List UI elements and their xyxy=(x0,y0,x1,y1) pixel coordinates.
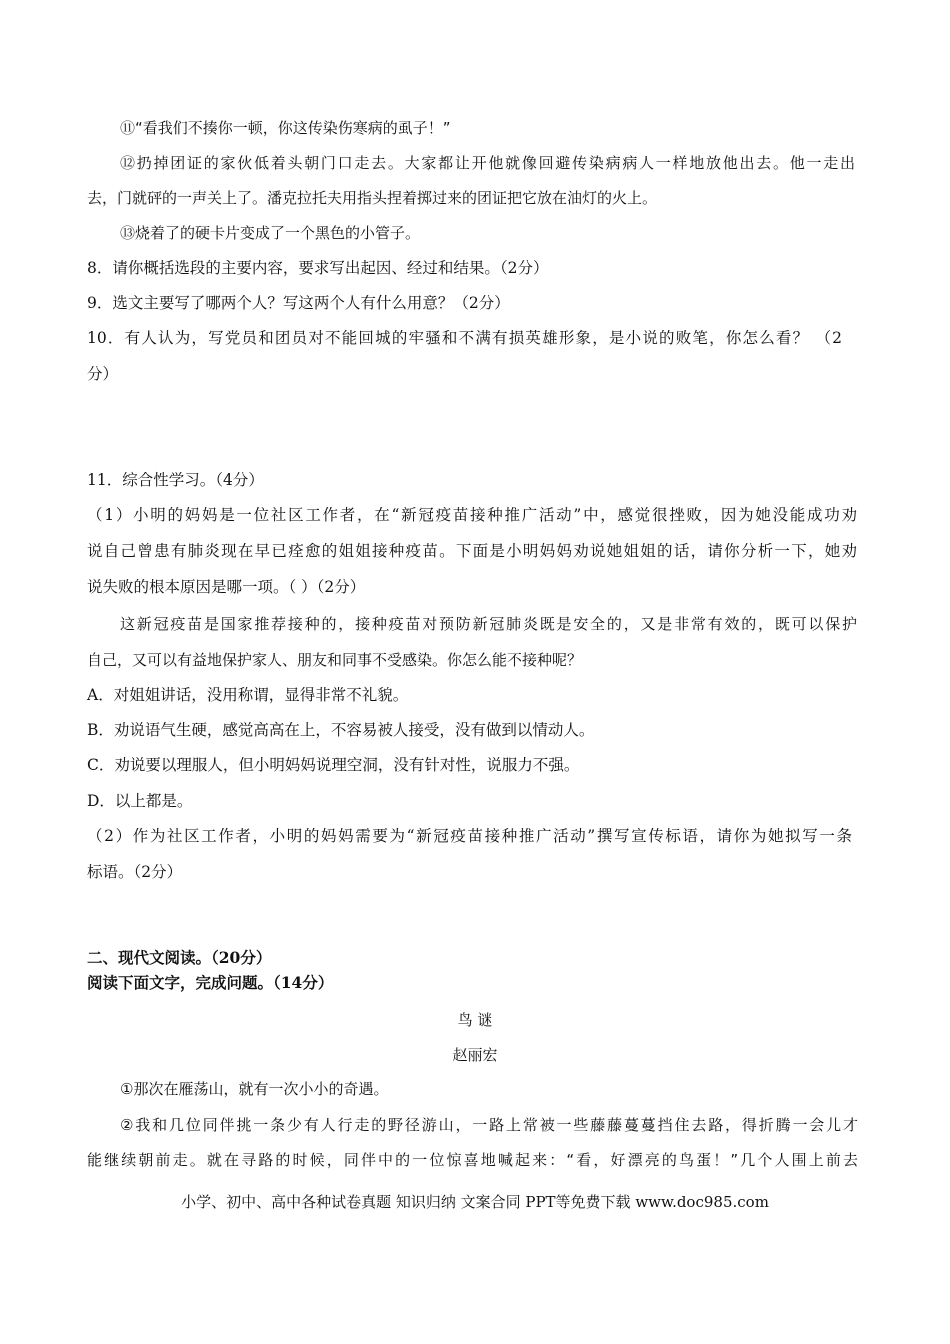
question-11-part-2-line-1: （2）作为社区工作者，小明的妈妈需要为“新冠疫苗接种推广活动”撰写宣传标语，请你为她拟写一条 xyxy=(87,827,852,845)
article-author: 赵丽宏 xyxy=(452,1046,498,1064)
paragraph-13: ⑬烧着了的硬卡片变成了一个黑色的小管子。 xyxy=(120,224,421,242)
question-8: 8．请你概括选段的主要内容，要求写出起因、经过和结果。（2分） xyxy=(87,259,549,277)
question-11-title: 11．综合性学习。（4分） xyxy=(87,471,264,489)
paragraph-12-line-2: 去，门就砰的一声关上了。潘克拉托夫用指头捏着掷过来的团证把它放在油灯的火上。 xyxy=(87,189,658,207)
question-11-part-1-line-1: （1）小明的妈妈是一位社区工作者，在“新冠疫苗接种推广活动”中，感觉很挫败，因为她没能成功劝 xyxy=(87,506,857,524)
option-a: A．对姐姐讲话，没用称谓，显得非常不礼貌。 xyxy=(87,686,409,704)
paragraph-12-line-1: ⑫扔掉团证的家伙低着头朝门口走去。大家都让开他就像回避传染病病人一样地放他出去。他一走出 xyxy=(120,154,855,172)
option-d: D．以上都是。 xyxy=(87,792,193,810)
section-2-subheading: 阅读下面文字，完成问题。（14分） xyxy=(87,973,334,992)
section-2-heading: 二、现代文阅读。（20分） xyxy=(87,948,272,967)
question-10-line-1: 10．有人认为，写党员和团员对不能回城的牢骚和不满有损英雄形象，是小说的败笔，你怎么看？ （2 xyxy=(87,329,842,347)
page-footer: 小学、初中、高中各种试卷真题 知识归纳 文案合同 PPT等免费下载 www.doc985.com xyxy=(181,1193,769,1211)
quote-line-2: 自己，又可以有益地保护家人、朋友和同事不受感染。你怎么能不接种呢？ xyxy=(87,651,583,669)
quote-line-1: 这新冠疫苗是国家推荐接种的，接种疫苗对预防新冠肺炎既是安全的，又是非常有效的，既可以保护 xyxy=(120,615,857,633)
article-paragraph-1: ①那次在雁荡山，就有一次小小的奇遇。 xyxy=(120,1080,389,1098)
question-10-line-2: 分） xyxy=(87,365,119,383)
paragraph-11: ⑪“看我们不揍你一顿，你这传染伤寒病的虱子！” xyxy=(120,119,451,137)
question-9: 9．选文主要写了哪两个人？写这两个人有什么用意？（2分） xyxy=(87,294,510,312)
article-paragraph-2-line-2: 能继续朝前走。就在寻路的时候，同伴中的一位惊喜地喊起来：“看，好漂亮的鸟蛋！”几个人围上前去 xyxy=(87,1151,858,1169)
article-paragraph-2-line-1: ②我和几位同伴挑一条少有人行走的野径游山，一路上常被一些藤藤蔓蔓挡住去路，得折腾一会儿才 xyxy=(120,1116,858,1134)
option-b: B．劝说语气生硬，感觉高高在上，不容易被人接受，没有做到以情动人。 xyxy=(87,721,595,739)
article-title: 鸟 谜 xyxy=(457,1011,493,1029)
question-11-part-1-line-3: 说失败的根本原因是哪一项。（ ）（2分） xyxy=(87,578,366,596)
question-11-part-1-line-2: 说自己曾患有肺炎现在早已痊愈的姐姐接种疫苗。下面是小明妈妈劝说她姐姐的话，请你分析一下，她劝 xyxy=(87,542,857,560)
option-c: C．劝说要以理服人，但小明妈妈说理空洞，没有针对性，说服力不强。 xyxy=(87,756,580,774)
question-11-part-2-line-2: 标语。（2分） xyxy=(87,863,183,881)
